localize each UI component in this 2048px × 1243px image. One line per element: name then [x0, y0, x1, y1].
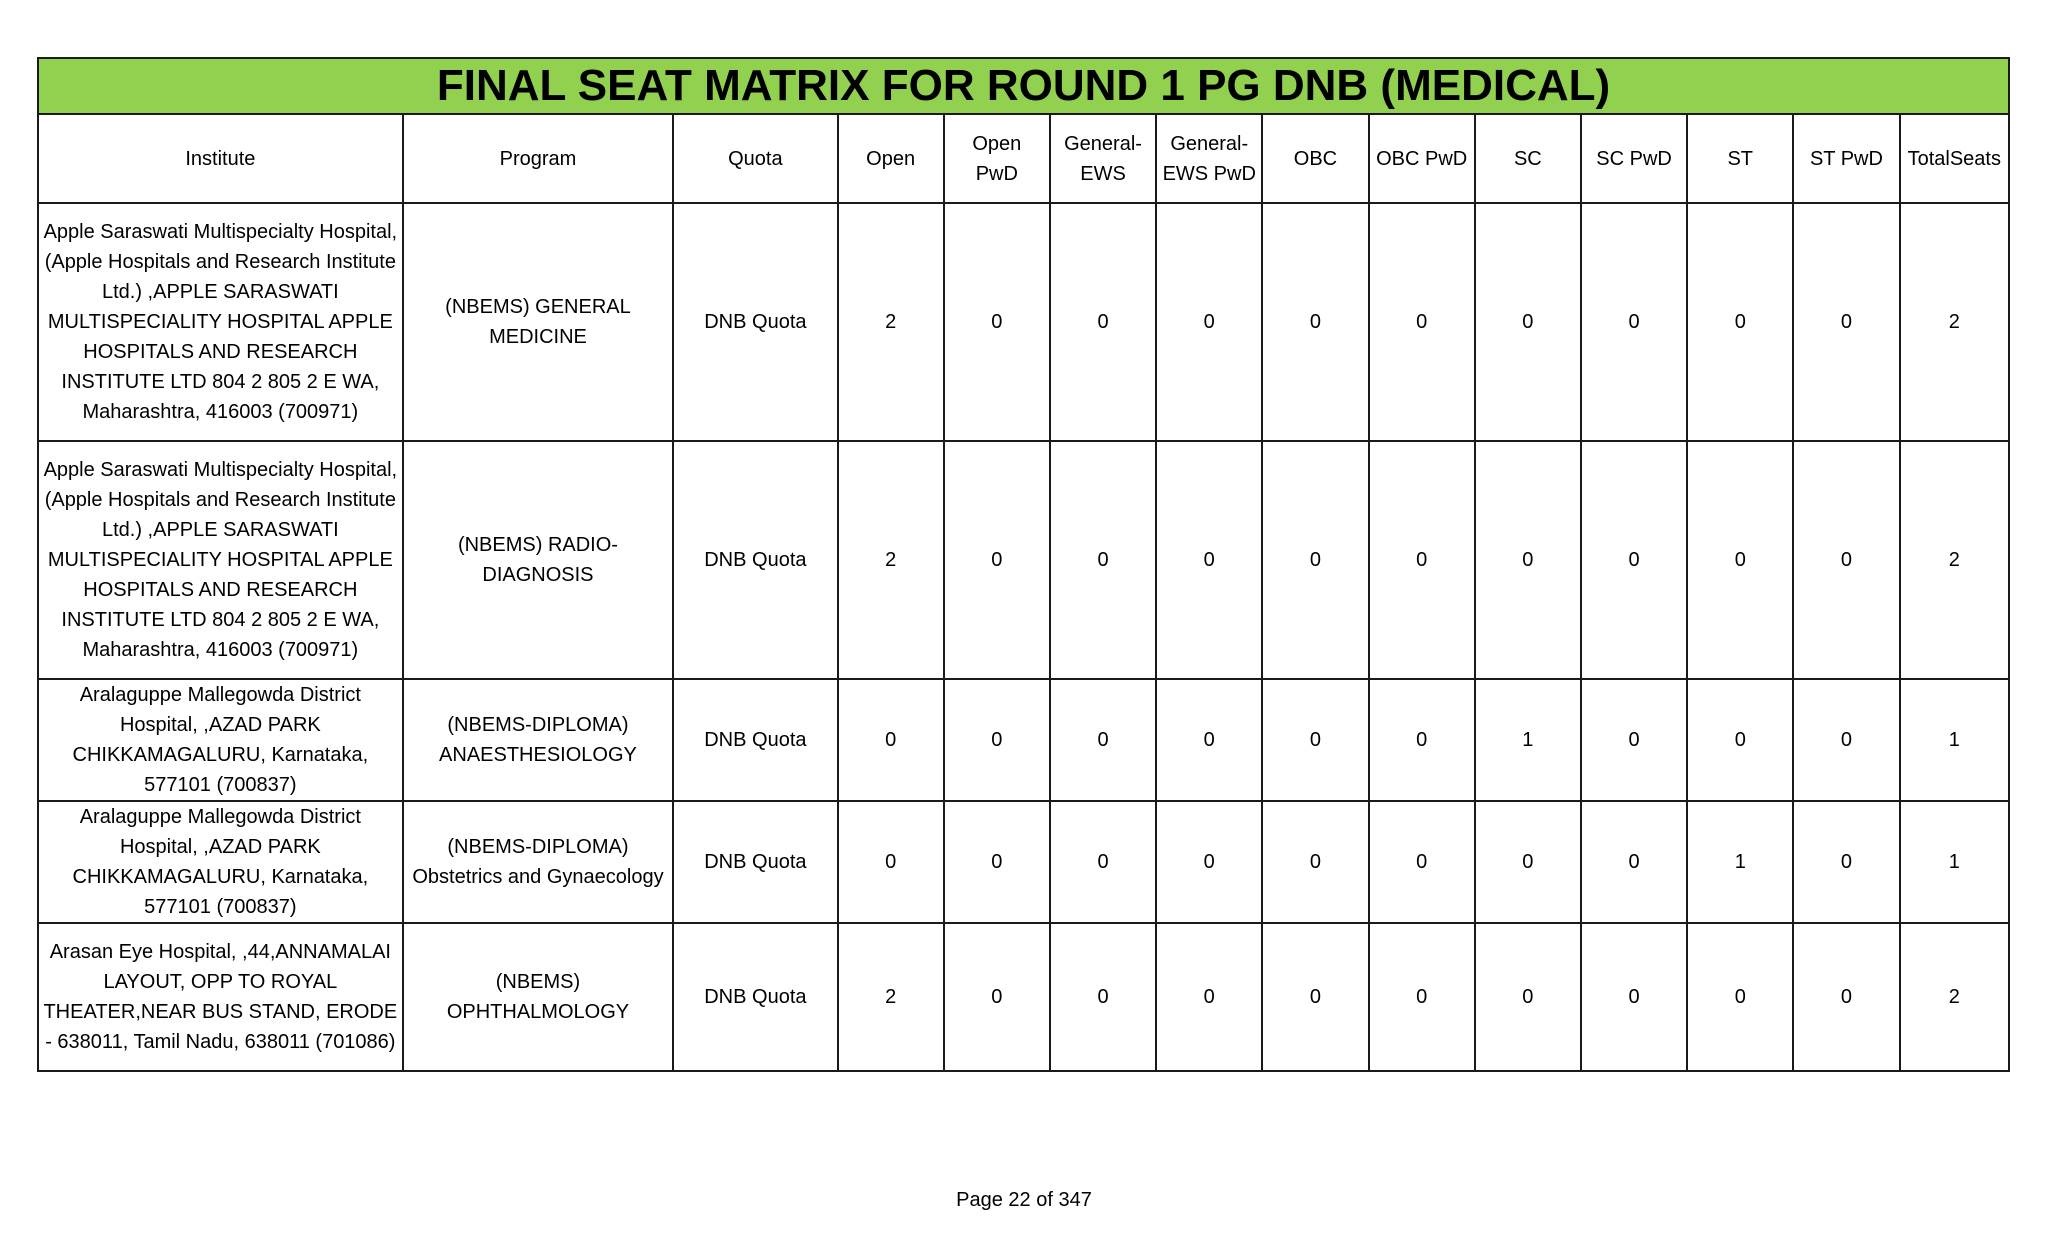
- cell-st: 0: [1687, 441, 1793, 679]
- cell-total-seats: 2: [1900, 441, 2009, 679]
- cell-sc-pwd: 0: [1581, 203, 1687, 441]
- cell-open: 2: [838, 203, 944, 441]
- cell-st: 1: [1687, 801, 1793, 923]
- cell-open: 2: [838, 441, 944, 679]
- cell-open-pwd: 0: [944, 923, 1050, 1071]
- cell-institute: Aralaguppe Mallegowda District Hospital, ,AZAD PARK CHIKKAMAGALURU, Karnataka, 577101 (700837): [38, 679, 403, 801]
- cell-program: (NBEMS) GENERAL MEDICINE: [403, 203, 674, 441]
- cell-sc-pwd: 0: [1581, 801, 1687, 923]
- column-header-general-ews-pwd: General-EWS PwD: [1156, 114, 1262, 203]
- column-header-st-pwd: ST PwD: [1793, 114, 1899, 203]
- cell-quota: DNB Quota: [673, 679, 837, 801]
- cell-open: 2: [838, 923, 944, 1071]
- seat-matrix-table: [37, 57, 2010, 1072]
- cell-obc: 0: [1262, 679, 1368, 801]
- cell-institute: Aralaguppe Mallegowda District Hospital, ,AZAD PARK CHIKKAMAGALURU, Karnataka, 577101 (700837): [38, 801, 403, 923]
- cell-sc: 1: [1475, 679, 1581, 801]
- cell-obc-pwd: 0: [1369, 679, 1475, 801]
- cell-st: 0: [1687, 679, 1793, 801]
- column-header-obc-pwd: OBC PwD: [1369, 114, 1475, 203]
- column-header-st: ST: [1687, 114, 1793, 203]
- cell-institute: Apple Saraswati Multispecialty Hospital, (Apple Hospitals and Research Institute Ltd.) ,APPLE SARASWATI MULTISPECIALITY HOSPITAL APPLE HOSPITALS AND RESEARCH INSTITUTE LTD 804 2 805 2 E WA, Maharashtra, 416003 (700971): [38, 203, 403, 441]
- cell-sc-pwd: 0: [1581, 923, 1687, 1071]
- cell-st-pwd: 0: [1793, 679, 1899, 801]
- cell-sc: 0: [1475, 203, 1581, 441]
- cell-obc-pwd: 0: [1369, 203, 1475, 441]
- cell-sc: 0: [1475, 801, 1581, 923]
- cell-open-pwd: 0: [944, 801, 1050, 923]
- table-row: [38, 923, 2009, 1071]
- column-header-obc: OBC: [1262, 114, 1368, 203]
- cell-total-seats: 1: [1900, 801, 2009, 923]
- cell-total-seats: 2: [1900, 203, 2009, 441]
- cell-general-ews: 0: [1050, 801, 1156, 923]
- cell-open: 0: [838, 801, 944, 923]
- cell-sc-pwd: 0: [1581, 441, 1687, 679]
- cell-total-seats: 1: [1900, 679, 2009, 801]
- cell-general-ews-pwd: 0: [1156, 801, 1262, 923]
- cell-general-ews-pwd: 0: [1156, 923, 1262, 1071]
- cell-quota: DNB Quota: [673, 801, 837, 923]
- cell-general-ews-pwd: 0: [1156, 203, 1262, 441]
- table-row: [38, 679, 2009, 801]
- header-row: [38, 114, 2009, 203]
- cell-program: (NBEMS-DIPLOMA) Obstetrics and Gynaecology: [403, 801, 674, 923]
- cell-st-pwd: 0: [1793, 923, 1899, 1071]
- cell-institute: Apple Saraswati Multispecialty Hospital, (Apple Hospitals and Research Institute Ltd.) ,APPLE SARASWATI MULTISPECIALITY HOSPITAL APPLE HOSPITALS AND RESEARCH INSTITUTE LTD 804 2 805 2 E WA, Maharashtra, 416003 (700971): [38, 441, 403, 679]
- cell-obc-pwd: 0: [1369, 801, 1475, 923]
- cell-obc: 0: [1262, 441, 1368, 679]
- cell-program: (NBEMS) OPHTHALMOLOGY: [403, 923, 674, 1071]
- cell-general-ews: 0: [1050, 441, 1156, 679]
- cell-open: 0: [838, 679, 944, 801]
- cell-quota: DNB Quota: [673, 203, 837, 441]
- column-header-sc: SC: [1475, 114, 1581, 203]
- cell-program: (NBEMS-DIPLOMA) ANAESTHESIOLOGY: [403, 679, 674, 801]
- table-row: [38, 203, 2009, 441]
- cell-general-ews: 0: [1050, 923, 1156, 1071]
- cell-quota: DNB Quota: [673, 441, 837, 679]
- cell-sc: 0: [1475, 923, 1581, 1071]
- cell-open-pwd: 0: [944, 203, 1050, 441]
- cell-total-seats: 2: [1900, 923, 2009, 1071]
- column-header-total-seats: TotalSeats: [1900, 114, 2009, 203]
- cell-st-pwd: 0: [1793, 801, 1899, 923]
- table-row: [38, 441, 2009, 679]
- table-row: [38, 801, 2009, 923]
- cell-program: (NBEMS) RADIO-DIAGNOSIS: [403, 441, 674, 679]
- column-header-program: Program: [403, 114, 674, 203]
- page-number: Page 22 of 347: [956, 1189, 1092, 1211]
- cell-institute: Arasan Eye Hospital, ,44,ANNAMALAI LAYOUT, OPP TO ROYAL THEATER,NEAR BUS STAND, ERODE - 638011, Tamil Nadu, 638011 (701086): [38, 923, 403, 1071]
- cell-st: 0: [1687, 923, 1793, 1071]
- cell-st: 0: [1687, 203, 1793, 441]
- column-header-open-pwd: Open PwD: [944, 114, 1050, 203]
- cell-open-pwd: 0: [944, 441, 1050, 679]
- column-header-general-ews: General-EWS: [1050, 114, 1156, 203]
- cell-obc: 0: [1262, 203, 1368, 441]
- title-row: [38, 58, 2009, 114]
- cell-general-ews-pwd: 0: [1156, 441, 1262, 679]
- cell-sc: 0: [1475, 441, 1581, 679]
- cell-obc-pwd: 0: [1369, 923, 1475, 1071]
- column-header-sc-pwd: SC PwD: [1581, 114, 1687, 203]
- cell-general-ews: 0: [1050, 203, 1156, 441]
- column-header-open: Open: [838, 114, 944, 203]
- cell-general-ews: 0: [1050, 679, 1156, 801]
- page-title: FINAL SEAT MATRIX FOR ROUND 1 PG DNB (MEDICAL): [38, 58, 2009, 114]
- cell-general-ews-pwd: 0: [1156, 679, 1262, 801]
- cell-quota: DNB Quota: [673, 923, 837, 1071]
- column-header-institute: Institute: [38, 114, 403, 203]
- cell-sc-pwd: 0: [1581, 679, 1687, 801]
- cell-open-pwd: 0: [944, 679, 1050, 801]
- cell-obc-pwd: 0: [1369, 441, 1475, 679]
- column-header-quota: Quota: [673, 114, 837, 203]
- cell-st-pwd: 0: [1793, 441, 1899, 679]
- cell-obc: 0: [1262, 923, 1368, 1071]
- cell-obc: 0: [1262, 801, 1368, 923]
- cell-st-pwd: 0: [1793, 203, 1899, 441]
